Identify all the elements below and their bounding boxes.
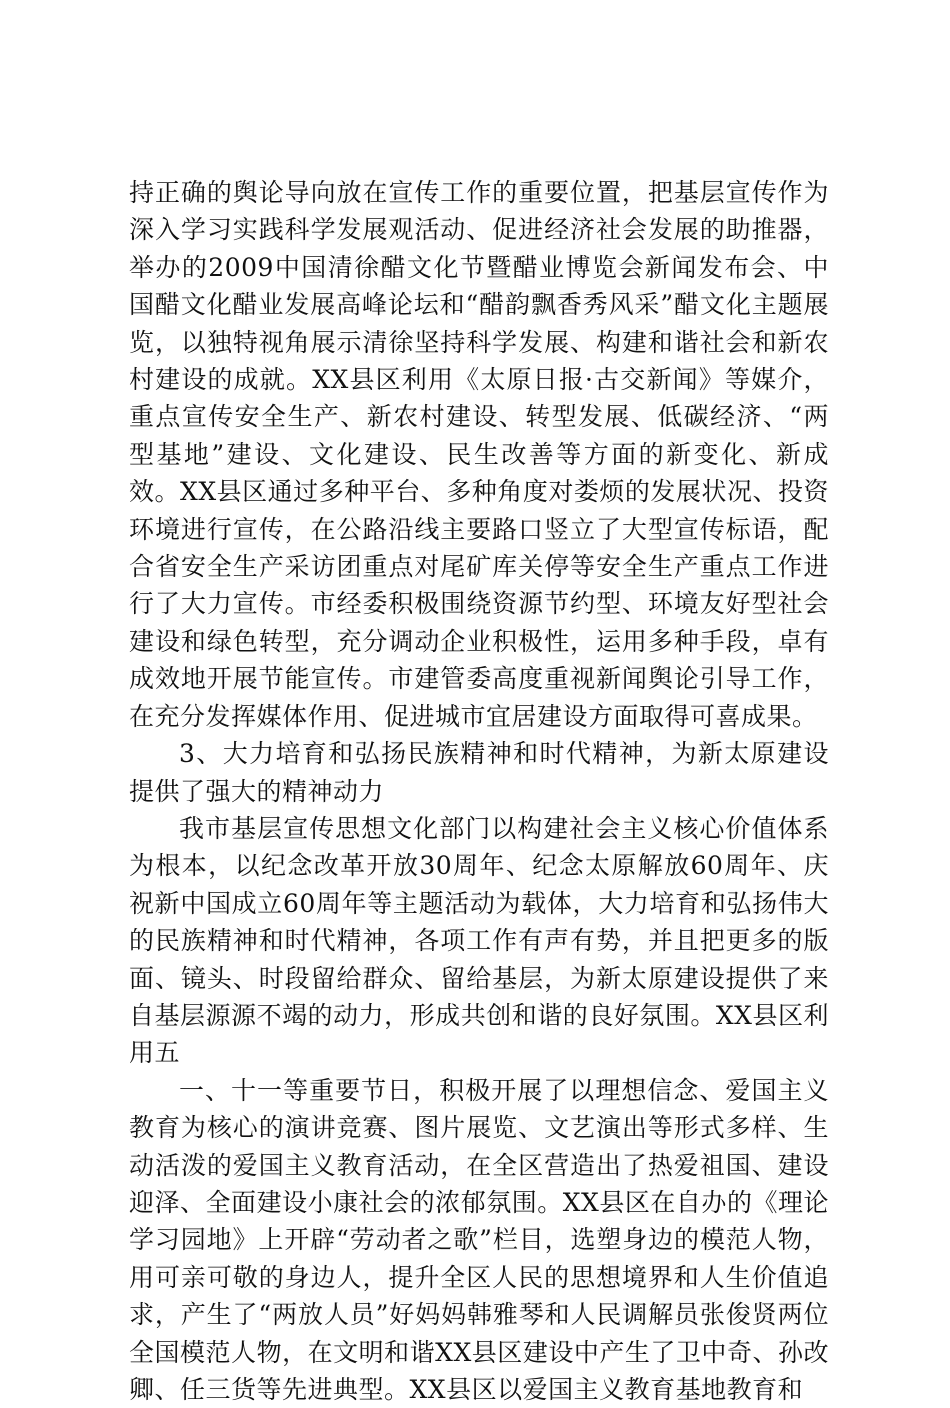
document-body (129, 174, 829, 1408)
section-heading-national-spirit: 3、大力培育和弘扬民族精神和时代精神，为新太原建设提供了强大的精神动力 (129, 739, 829, 806)
paragraph-patriotic-education: 一、十一等重要节日，积极开展了以理想信念、爱国主义教育为核心的演讲竞赛、图片展览、文艺演出等形式多样、生动活泼的爱国主义教育活动，在全区营造出了热爱祖国、建设迎泽、全面建设小康社会的浓郁氛围。XX县区在自办的《理论学习园地》上开辟“劳动者之歌”栏目，选塑身边的模范人物，用可亲可敬的身边人，提升全区人民的思想境界和人生价值追求，产生了“两放人员”好妈妈韩雅琴和人民调解员张俊贤两位全国模范人物，在文明和谐XX县区建设中产生了卫中奇、孙改卿、任三货等先进典型。XX县区以爱国主义教育基地教育和 (129, 1075, 829, 1404)
paragraph-media-publicity: 持正确的舆论导向放在宣传工作的重要位置，把基层宣传作为深入学习实践科学发展观活动、促进经济社会发展的助推器，举办的2009中国清徐醋文化节暨醋业博览会新闻发布会、中国醋文化醋业发展高峰论坛和“醋韵飘香秀风采”醋文化主题展览，以独特视角展示清徐坚持科学发展、构建和谐社会和新农村建设的成就。XX县区利用《太原日报·古交新闻》等媒介，重点宣传安全生产、新农村建设、转型发展、低碳经济、“两型基地”建设、文化建设、民生改善等方面的新变化、新成效。XX县区通过多种平台、多种角度对娄烦的发展状况、投资环境进行宣传，在公路沿线主要路口竖立了大型宣传标语，配合省安全生产采访团重点对尾矿库关停等安全生产重点工作进行了大力宣传。市经委积极围绕资源节约型、环境友好型社会建设和绿色转型，充分调动企业积极性，运用多种手段，卓有成效地开展节能宣传。市建管委高度重视新闻舆论引导工作，在充分发挥媒体作用、促进城市宜居建设方面取得可喜成果。 (129, 178, 829, 731)
paragraph-core-values: 我市基层宣传思想文化部门以构建社会主义核心价值体系为根本，以纪念改革开放30周年、纪念太原解放60周年、庆祝新中国成立60周年等主题活动为载体，大力培育和弘扬伟大的民族精神和时代精神，各项工作有声有势，并且把更多的版面、镜头、时段留给群众、留给基层，为新太原建设提供了来自基层源源不竭的动力，形成共创和谐的良好氛围。XX县区利用五 (129, 813, 829, 1068)
